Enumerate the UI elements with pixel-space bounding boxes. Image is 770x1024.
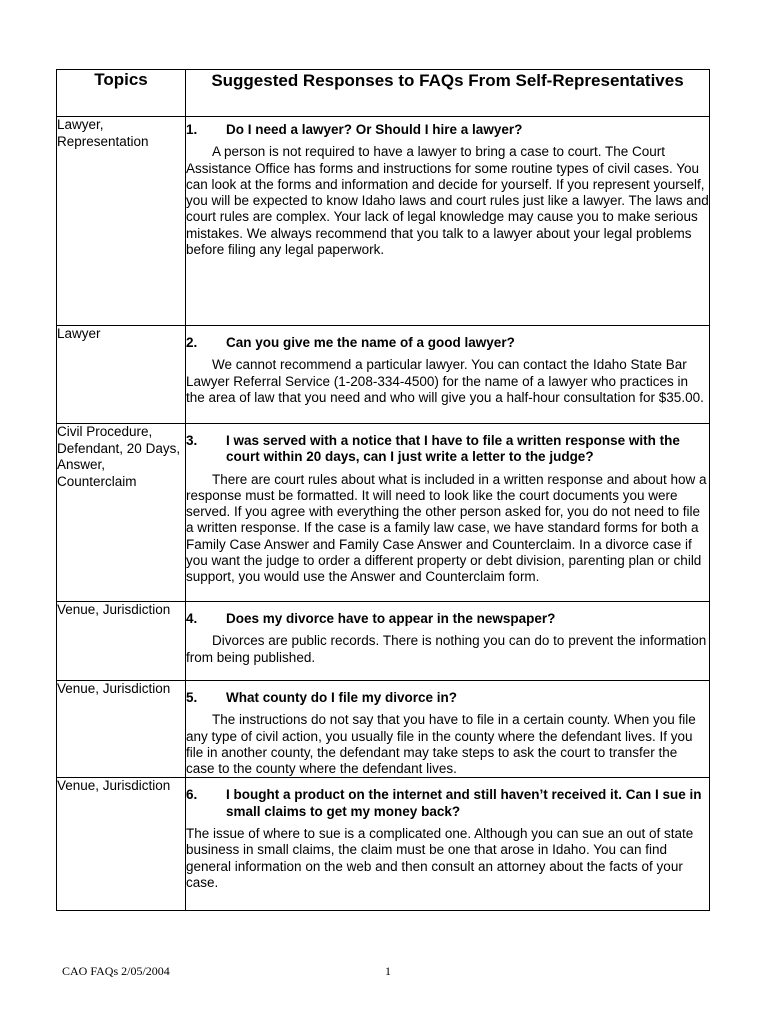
question-number: 6. (186, 787, 198, 803)
question-text: Can you give me the name of a good lawyer? (226, 335, 515, 350)
question-number: 4. (186, 611, 198, 626)
response-cell (186, 602, 710, 681)
topics-header: Topics (57, 70, 186, 117)
question-text: Do I need a lawyer? Or Should I hire a lawyer? (226, 122, 523, 137)
question-number: 1. (186, 122, 198, 137)
footer-date: CAO FAQs 2/05/2004 (62, 964, 170, 978)
table-row (57, 602, 710, 681)
table-row (57, 326, 710, 424)
question (186, 787, 709, 820)
answer-text: The instructions do not say that you have to file in a certain county. When you file any type of civil action, you usually file in the county where the defendant lives. If you file in another county, the defendant may take steps to ask the court to transfer the case to the county where the defendant lives. (186, 712, 696, 777)
table-row (57, 117, 710, 326)
response-cell (186, 778, 710, 911)
question (186, 122, 709, 138)
faq-table (56, 69, 710, 911)
page-number: 1 (385, 964, 391, 978)
table-row (57, 778, 710, 911)
answer-text: There are court rules about what is included in a written response and about how a response must be formatted. It will need to look like the court documents you were served. If you agree with everything the other person asked for, you do not need to file a written response. If the case is a family law case, we have standard forms for both a Family Case Answer and Family Case Answer and Counterclaim. In a divorce case if you want the judge to order a different property or debt division, parenting plan or child support, you would use the Answer and Counterclaim form. (186, 471, 707, 585)
answer-text: We cannot recommend a particular lawyer. You can contact the Idaho State Bar Lawyer Referral Service (1-208-334-4500) for the name of a lawyer who practices in the area of law that you need and who will give you a half-hour consultation for $35.00. (186, 357, 704, 405)
topic-cell: Lawyer (57, 326, 186, 424)
question-text: I was served with a notice that I have to file a written response with the court within 20 days, can I just write a letter to the judge? (226, 433, 680, 465)
question (186, 611, 709, 627)
question-number: 3. (186, 433, 198, 448)
topic-cell: Venue, Jurisdiction (57, 681, 186, 778)
response-cell (186, 326, 710, 424)
response-cell (186, 424, 710, 602)
question-text: I bought a product on the internet and still haven’t received it. Can I sue in small claims to get my money back? (226, 787, 702, 819)
table-row (57, 681, 710, 778)
question-text: Does my divorce have to appear in the newspaper? (226, 611, 556, 626)
table-row (57, 424, 710, 602)
question-number: 2. (186, 335, 198, 350)
question (186, 433, 709, 466)
responses-header: Suggested Responses to FAQs From Self-Representatives (186, 70, 710, 117)
table-header-row (57, 70, 710, 117)
response-cell (186, 681, 710, 778)
answer-text: The issue of where to sue is a complicated one. Although you can sue an out of state business in small claims, the claim must be one that arose in Idaho. You can find general information on the web and then consult an attorney about the facts of your case. (186, 826, 694, 890)
topic-cell: Lawyer, Representation (57, 117, 186, 326)
question (186, 335, 709, 351)
topic-cell: Venue, Jurisdiction (57, 778, 186, 911)
question (186, 690, 709, 706)
topic-cell: Civil Procedure, Defendant, 20 Days, Answer, Counterclaim (57, 424, 186, 602)
response-cell (186, 117, 710, 326)
answer-text: A person is not required to have a lawyer to bring a case to court. The Court Assistance Office has forms and instructions for some routine types of civil cases. You can look at the forms and information and decide for yourself. If you represent yourself, you will be expected to know Idaho laws and court rules just like a lawyer. The laws and court rules are complex. Your lack of legal knowledge may cause you to make serious mistakes. We always recommend that you talk to a lawyer about your legal problems before filing any legal paperwork. (186, 144, 709, 258)
question-text: What county do I file my divorce in? (226, 690, 458, 705)
answer-text: Divorces are public records. There is nothing you can do to prevent the information from being published. (186, 633, 707, 665)
topic-cell: Venue, Jurisdiction (57, 602, 186, 681)
question-number: 5. (186, 690, 198, 705)
